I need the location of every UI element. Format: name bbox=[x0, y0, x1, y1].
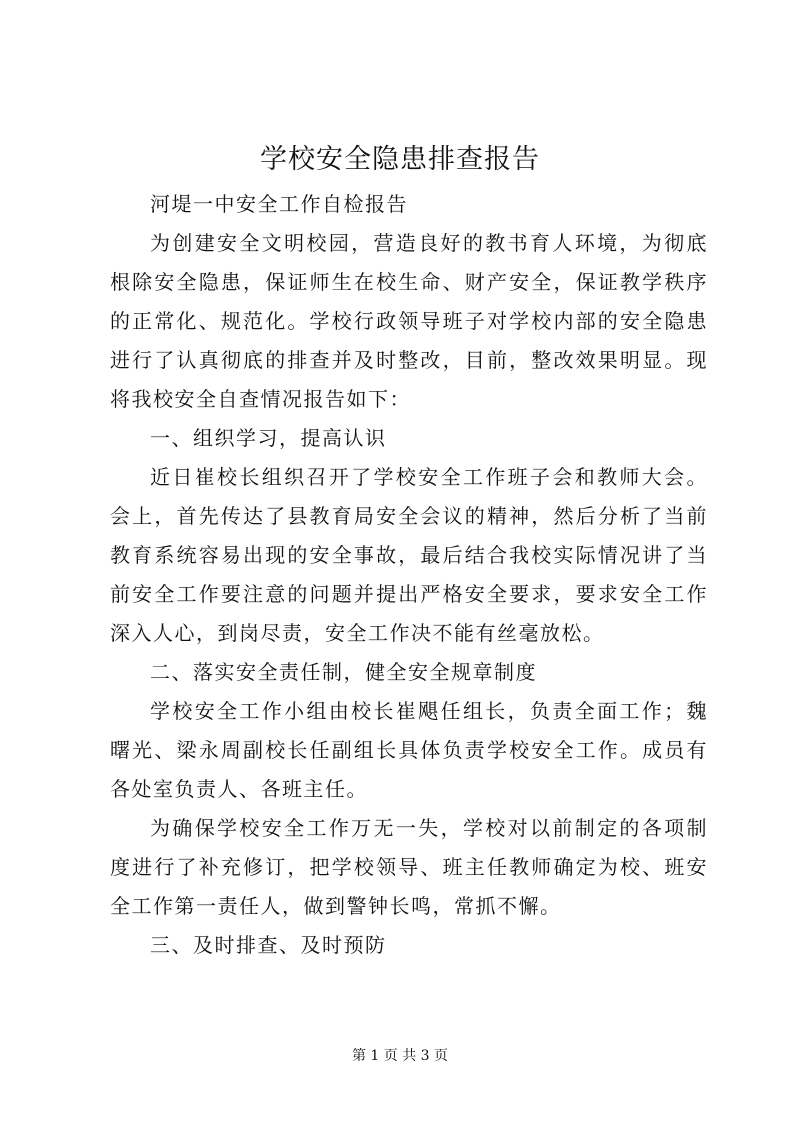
document-body bbox=[110, 185, 708, 965]
section-1-paragraph: 近日崔校长组织召开了学校安全工作班子会和教师大会。会上，首先传达了县教育局安全会议的精神，然后分析了当前教育系统容易出现的安全事故，最后结合我校实际情况讲了当前安全工作要注意的问题并提出严格安全要求，要求安全工作深入人心，到岗尽责，安全工作决不能有丝毫放松。 bbox=[110, 465, 708, 645]
section-heading-1: 一、组织学习，提高认识 bbox=[150, 426, 387, 450]
document-title: 学校安全隐患排查报告 bbox=[260, 144, 540, 175]
intro-paragraph: 为创建安全文明校园，营造良好的教书育人环境，为彻底根除安全隐患，保证师生在校生命、财产安全，保证教学秩序的正常化、规范化。学校行政领导班子对学校内部的安全隐患进行了认真彻底的排查并及时整改，目前，整改效果明显。现将我校安全自查情况报告如下： bbox=[110, 231, 708, 411]
section-2-paragraph-2: 为确保学校安全工作万无一失，学校对以前制定的各项制度进行了补充修订，把学校领导、班主任教师确定为校、班安全工作第一责任人，做到警钟长鸣，常抓不懈。 bbox=[110, 816, 708, 918]
subtitle-paragraph: 河堤一中安全工作自检报告 bbox=[150, 192, 408, 216]
section-heading-2: 二、落实安全责任制，健全安全规章制度 bbox=[150, 660, 537, 684]
section-heading-3: 三、及时排查、及时预防 bbox=[150, 933, 387, 957]
page-footer: 第 1 页 共 3 页 bbox=[351, 1048, 449, 1064]
section-2-paragraph-1: 学校安全工作小组由校长崔飓任组长，负责全面工作；魏曙光、梁永周副校长任副组长具体负责学校安全工作。成员有各处室负责人、各班主任。 bbox=[110, 699, 708, 801]
